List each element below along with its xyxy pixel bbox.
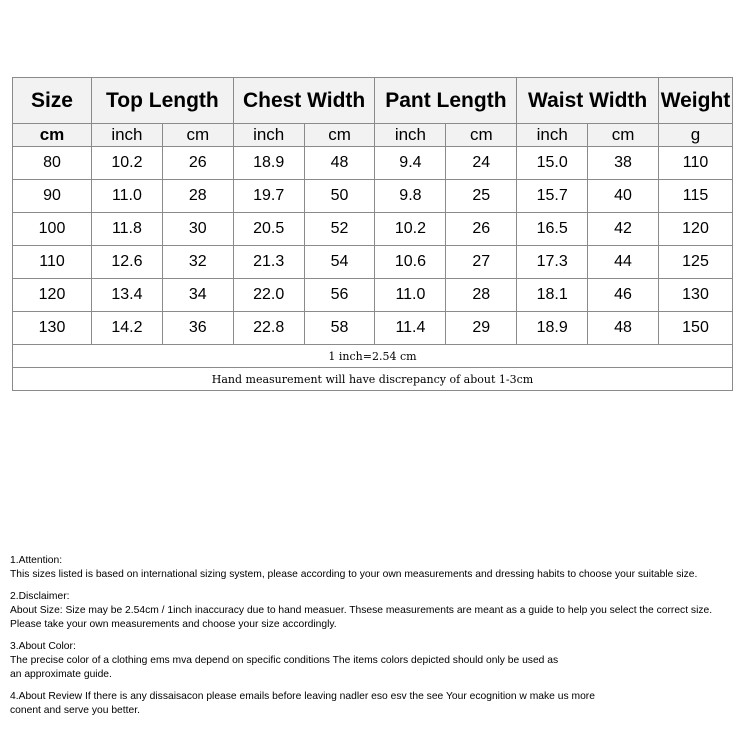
table-row [13,213,733,246]
table-cell: 12.6 [91,246,162,279]
table-cell: 11.8 [91,213,162,246]
disclaimer-note [10,590,746,632]
table-cell: 48 [304,147,375,180]
table-cell: 29 [446,312,517,345]
table-cell: 32 [162,246,233,279]
table-cell: 120 [659,213,733,246]
table-cell: 30 [162,213,233,246]
table-cell: 150 [659,312,733,345]
table-cell: 20.5 [233,213,304,246]
table-cell: 11.0 [375,279,446,312]
table-cell: 120 [13,279,92,312]
table-cell: 100 [13,213,92,246]
note-heading: 1.Attention: [10,555,63,566]
header-chest-width: Chest Width [233,78,375,124]
table-cell: 18.9 [517,312,588,345]
table-cell: 40 [588,180,659,213]
table-row [13,180,733,213]
table-cell: 24 [446,147,517,180]
table-cell: 52 [304,213,375,246]
table-cell: 56 [304,279,375,312]
notes-section [10,554,746,726]
note-text: 4.About Review If there is any dissaisacon please emails before leaving nadler eso esv the see Your ecognition w make us more [10,691,595,702]
header-pant-length: Pant Length [375,78,517,124]
table-cell: 44 [588,246,659,279]
table-cell: 48 [588,312,659,345]
table-cell: 130 [659,279,733,312]
table-cell: 22.8 [233,312,304,345]
table-cell: 14.2 [91,312,162,345]
table-cell: 10.2 [91,147,162,180]
table-cell: 15.7 [517,180,588,213]
table-cell: 15.0 [517,147,588,180]
unit-cell: cm [304,124,375,147]
table-cell: 50 [304,180,375,213]
table-cell: 26 [446,213,517,246]
table-cell: 9.8 [375,180,446,213]
unit-cell: cm [588,124,659,147]
unit-cell: cm [13,124,92,147]
table-cell: 26 [162,147,233,180]
note-heading: 3.About Color: [10,641,76,652]
table-cell: 18.1 [517,279,588,312]
unit-cell: inch [375,124,446,147]
table-cell: 11.0 [91,180,162,213]
unit-cell: inch [517,124,588,147]
table-cell: 19.7 [233,180,304,213]
header-row [13,78,733,124]
unit-cell: g [659,124,733,147]
review-note [10,690,746,718]
note-text: Please take your own measurements and choose your size accordingly. [10,619,337,630]
table-cell: 28 [446,279,517,312]
table-cell: 18.9 [233,147,304,180]
table-cell: 36 [162,312,233,345]
unit-cell: cm [446,124,517,147]
table-cell: 27 [446,246,517,279]
note-text: conent and serve you better. [10,705,140,716]
attention-note [10,554,746,582]
note-text: The precise color of a clothing ems mva depend on specific conditions The items colors depicted should only be used as [10,655,559,666]
table-cell: 21.3 [233,246,304,279]
table-cell: 90 [13,180,92,213]
unit-cell: inch [91,124,162,147]
table-cell: 58 [304,312,375,345]
table-cell: 25 [446,180,517,213]
conversion-note-row [13,345,733,368]
table-cell: 54 [304,246,375,279]
table-cell: 125 [659,246,733,279]
unit-row [13,124,733,147]
table-cell: 13.4 [91,279,162,312]
header-top-length: Top Length [91,78,233,124]
header-size: Size [13,78,92,124]
size-chart-table [12,77,733,391]
table-cell: 110 [659,147,733,180]
header-weight: Weight [659,78,733,124]
table-cell: 10.6 [375,246,446,279]
table-cell: 42 [588,213,659,246]
note-text: About Size: Size may be 2.54cm / 1inch inaccuracy due to hand measuer. Thsese measurements are meant as a guide to help you select the correct size. [10,605,713,616]
table-cell: 11.4 [375,312,446,345]
table-cell: 38 [588,147,659,180]
table-row [13,279,733,312]
note-heading: 2.Disclaimer: [10,591,70,602]
discrepancy-note-row [13,368,733,391]
note-text: This sizes listed is based on international sizing system, please according to your own measurements and dressing habits to choose your suitable size. [10,569,698,580]
table-cell: 130 [13,312,92,345]
unit-cell: cm [162,124,233,147]
table-cell: 10.2 [375,213,446,246]
table-row [13,147,733,180]
table-cell: 16.5 [517,213,588,246]
table-cell: 28 [162,180,233,213]
unit-cell: inch [233,124,304,147]
table-cell: 110 [13,246,92,279]
table-row [13,246,733,279]
discrepancy-note: Hand measurement will have discrepancy of about 1-3cm [13,368,733,391]
table-cell: 34 [162,279,233,312]
table-cell: 9.4 [375,147,446,180]
table-cell: 80 [13,147,92,180]
table-cell: 115 [659,180,733,213]
table-cell: 22.0 [233,279,304,312]
note-text: an approximate guide. [10,669,112,680]
table-row [13,312,733,345]
table-cell: 46 [588,279,659,312]
conversion-note: 1 inch=2.54 cm [13,345,733,368]
table-cell: 17.3 [517,246,588,279]
header-waist-width: Waist Width [517,78,659,124]
color-note [10,640,746,682]
